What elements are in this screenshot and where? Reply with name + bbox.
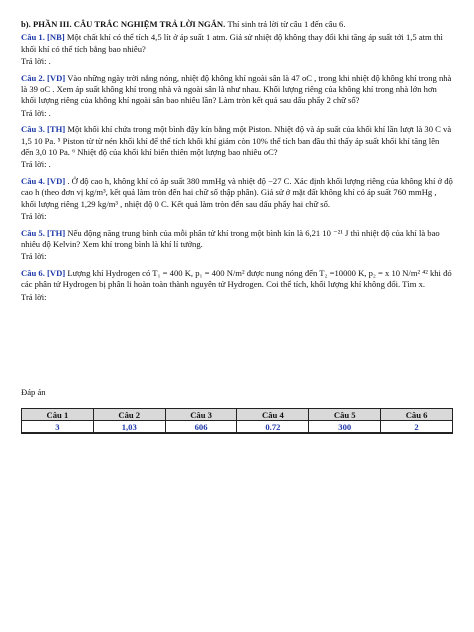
answer-value-cell: 1,03 (93, 421, 165, 434)
question-text: Một chất khí có thể tích 4,5 lít ở áp suất 1 atm. Giả sử nhiệt độ không thay đổi khi tăng áp suất tới 1,5 atm thì khối khí có thể tích bằng bao nhiêu? (21, 32, 443, 54)
answers-title: Đáp án (21, 387, 46, 397)
answer-line: Trả lời: . (21, 56, 51, 67)
question-label: Câu 4. (21, 175, 45, 186)
section-heading (21, 19, 453, 30)
question-tag: [NB] (47, 32, 65, 43)
question-text: Lượng khí Hydrogen có T₁ = 400 K, p₁ = 400 N/m² được nung nóng đến T₂ =10000 K, p₂ = x 10 N/m² ⁴² khi đó các phân tử Hydrogen bị phân li hoàn toàn thành nguyên tử Hydrogen. Coi thể tích, khối lượng khí không đổi. Tìm x. (21, 267, 452, 290)
question-label: Câu 6. (21, 267, 45, 278)
question-text: . Ở độ cao h, không khí có áp suất 380 mmHg và nhiệt độ −27 C. Xác định khối lượng riêng của không khí ở độ cao h (theo đơn vị kg/m³, kết quả làm tròn đến hai chữ số thập phân). Giả sử ở mặt đất không khí có áp suất 760 mmHg , khối lượng riêng 1,29 kg/m³ , nhiệt độ 0 C. Kết quả làm tròn đến sau dấu phẩy hai chữ số. (21, 175, 453, 209)
answer-line: Trả lời: . (21, 107, 51, 118)
question-1 (21, 32, 453, 67)
answers-header-row (22, 409, 453, 421)
answer-value-cell: 0.72 (237, 421, 309, 434)
answers-header-cell: Câu 1 (22, 409, 94, 421)
answer-line: Trả lời: (21, 251, 47, 262)
question-label: Câu 1. (21, 32, 45, 43)
answers-header-cell: Câu 3 (165, 409, 237, 421)
question-6 (21, 268, 453, 303)
answers-table (21, 408, 453, 434)
answer-line: Trả lời: (21, 291, 47, 302)
question-text: Vào những ngày trời nắng nóng, nhiệt độ không khí ngoài sân là 47 oC , trong khi nhiệt độ không khí trong nhà là 39 oC . Xem áp suất không khí trong nhà và ngoài sân là như nhau. Khối lượng riêng của không khí trong nhà lớn hơn khối lượng riêng của không khí ngoài sân bao nhiêu lần? Làm tròn kết quả sau dấu phẩy 2 chữ số? (21, 72, 452, 106)
question-tag: [VD] (47, 267, 66, 278)
section-title: b). PHẦN III. CÂU TRẮC NGHIỆM TRẢ LỜI NGẮN. (21, 19, 226, 29)
answer-value-cell: 606 (165, 421, 237, 434)
answer-line: Trả lời: . (21, 159, 51, 170)
question-tag: [VD] (47, 175, 66, 186)
question-4 (21, 176, 453, 223)
question-3 (21, 124, 453, 171)
answer-line: Trả lời: (21, 211, 47, 222)
question-tag: [TH] (47, 124, 66, 135)
question-label: Câu 3. (21, 124, 45, 135)
answer-value-cell: 2 (381, 421, 453, 434)
questions-section (21, 19, 453, 308)
question-label: Câu 2. (21, 72, 45, 83)
question-text: Nếu động năng trung bình của mỗi phân tử khí trong một bình kín là 6,21 10 ⁻²¹ J thì nhiệt độ của khí là bao nhiêu độ Kelvin? Xem khí trong bình là khí lí tưởng. (21, 227, 440, 249)
answers-value-row (22, 421, 453, 434)
question-tag: [TH] (47, 227, 66, 238)
answers-header-cell: Câu 6 (381, 409, 453, 421)
section-instruction: Thí sinh trả lời từ câu 1 đến câu 6. (227, 19, 346, 29)
question-5 (21, 228, 453, 263)
question-tag: [VD] (47, 72, 66, 83)
answer-value-cell: 3 (22, 421, 94, 434)
question-text: Một khối khí chứa trong một bình đậy kín bằng một Piston. Nhiệt độ và áp suất của khối khí lần lượt là 30 C và 1,5 10 Pa. ⁵ Piston từ từ nén khối khí để thể tích khối khí giảm còn 10% thể tích ban đầu thì thấy áp suất khối khí tăng lên đến 3,0 10 Pa. ⁶ Nhiệt độ của khối khí biến thiên một lượng bao nhiêu oC? (21, 124, 452, 158)
answers-header-cell: Câu 4 (237, 409, 309, 421)
question-2 (21, 73, 453, 120)
answer-value-cell: 300 (309, 421, 381, 434)
answers-header-cell: Câu 5 (309, 409, 381, 421)
question-label: Câu 5. (21, 227, 45, 238)
answers-header-cell: Câu 2 (93, 409, 165, 421)
